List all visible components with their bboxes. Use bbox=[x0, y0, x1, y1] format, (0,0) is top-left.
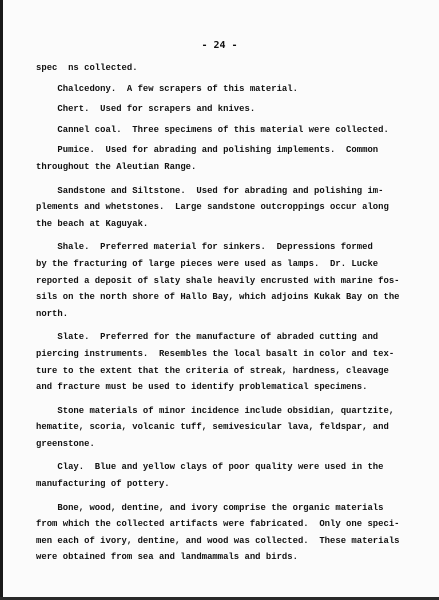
text-line: Pumice. Used for abrading and polishing implements. Common bbox=[36, 145, 379, 156]
text-line: throughout the Aleutian Range. bbox=[36, 161, 197, 172]
text-line: manufacturing of pottery. bbox=[36, 479, 170, 490]
text-line: north. bbox=[36, 308, 69, 319]
text-line: were obtained from sea and landmammals and birds. bbox=[36, 552, 298, 563]
text-line: Chalcedony. A few scrapers of this material. bbox=[36, 83, 298, 94]
text-line: by the fracturing of large pieces were used as lamps. Dr. Lucke bbox=[36, 258, 379, 269]
text-line: the beach at Kaguyak. bbox=[36, 218, 149, 229]
body-text bbox=[36, 60, 426, 566]
text-line: Shale. Preferred material for sinkers. Depressions formed bbox=[36, 242, 373, 253]
text-line: sils on the north shore of Hallo Bay, which adjoins Kukak Bay on the bbox=[36, 292, 400, 303]
text-line: Chert. Used for scrapers and knives. bbox=[36, 104, 256, 115]
text-line: from which the collected artifacts were fabricated. Only one speci- bbox=[36, 519, 400, 530]
text-line: men each of ivory, dentine, and wood was collected. These materials bbox=[36, 535, 400, 546]
text-line: Slate. Preferred for the manufacture of abraded cutting and bbox=[36, 332, 379, 343]
text-line: spec ns collected. bbox=[36, 63, 138, 73]
text-line: and fracture must be used to identify problematical specimens. bbox=[36, 382, 368, 393]
text-line: Sandstone and Siltstone. Used for abrading and polishing im- bbox=[36, 185, 384, 196]
text-line: Cannel coal. Three specimens of this material were collected. bbox=[36, 124, 389, 135]
text-line: piercing instruments. Resembles the local basalt in color and tex- bbox=[36, 348, 395, 359]
text-line: Clay. Blue and yellow clays of poor quality were used in the bbox=[36, 462, 384, 473]
text-line: Bone, wood, dentine, and ivory comprise the organic materials bbox=[36, 502, 384, 513]
scan-left-edge bbox=[0, 0, 3, 600]
text-line: ture to the extent that the criteria of streak, hardness, cleavage bbox=[36, 365, 389, 376]
text-line: plements and whetstones. Large sandstone outcroppings occur along bbox=[36, 202, 389, 213]
page-number: - 24 - bbox=[201, 40, 238, 51]
text-line: Stone materials of minor incidence include obsidian, quartzite, bbox=[36, 405, 395, 416]
text-line: greenstone. bbox=[36, 438, 95, 449]
text-line: hematite, scoria, volcanic tuff, semivesicular lava, feldspar, and bbox=[36, 422, 389, 433]
text-line: reported a deposit of slaty shale heavily encrusted with marine fos- bbox=[36, 275, 400, 286]
